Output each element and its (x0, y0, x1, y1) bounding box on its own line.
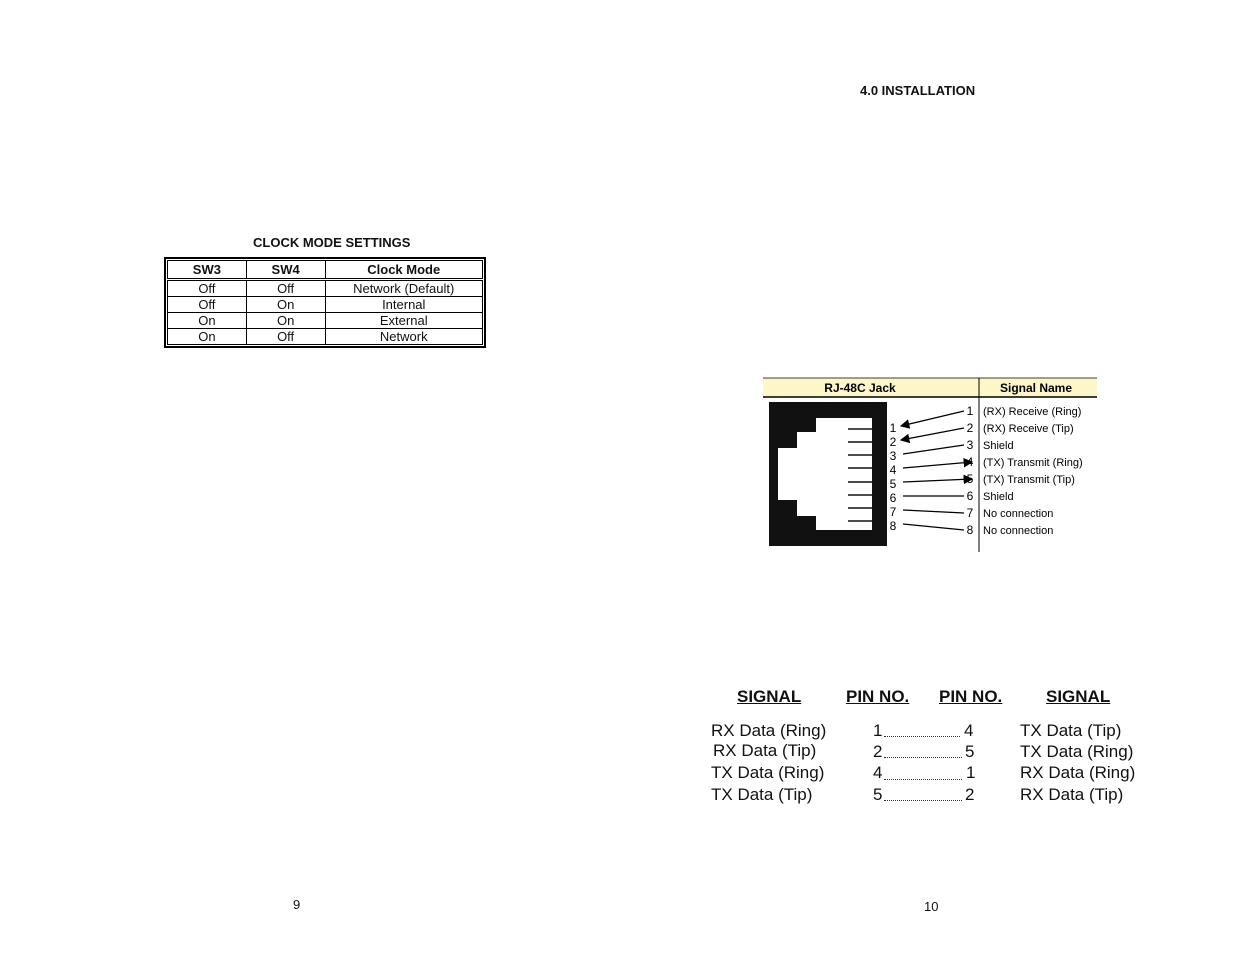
signal-name: (RX) Receive (Ring) (983, 406, 1082, 418)
left-pin: 2 (873, 742, 883, 761)
jack-pin-number: 4 (889, 463, 897, 477)
signal-name: No connection (983, 508, 1054, 520)
left-signal: TX Data (Ring) (711, 763, 825, 782)
right-pin: 5 (965, 742, 975, 761)
right-signal: RX Data (Ring) (1020, 763, 1136, 782)
signal-name-header: Signal Name (999, 381, 1073, 395)
signal-pin-number: 2 (966, 421, 974, 435)
cell-sw3: Off (168, 297, 247, 313)
clock-mode-table-frame (164, 257, 486, 348)
table-row (168, 329, 483, 345)
cell-clock-mode: External (325, 313, 483, 329)
pin-leader-dots (884, 736, 960, 737)
signal-pin-number: 7 (966, 506, 974, 520)
pin-leader-dots (884, 779, 962, 780)
left-signal: RX Data (Tip) (713, 741, 817, 760)
left-signal: RX Data (Ring) (711, 721, 827, 740)
cell-sw4: Off (246, 280, 325, 297)
header-clock-mode: Clock Mode (325, 261, 483, 280)
cell-sw3: Off (168, 280, 247, 297)
right-signal: TX Data (Ring) (1020, 742, 1134, 761)
cell-sw4: Off (246, 329, 325, 345)
left-pin: 1 (873, 721, 883, 740)
signal-pin-number: 6 (966, 489, 974, 503)
right-signal: TX Data (Tip) (1020, 721, 1122, 740)
jack-pin-number: 7 (889, 505, 897, 519)
signal-name: Shield (983, 491, 1014, 503)
header-sw3: SW3 (168, 261, 247, 280)
signal-pin-number: 8 (966, 523, 974, 537)
signal-name: (TX) Transmit (Ring) (983, 457, 1083, 469)
crossover-header-pin-left: PIN NO. (846, 687, 910, 706)
pin-leader-dots (884, 800, 962, 801)
cell-clock-mode: Network (325, 329, 483, 345)
cell-sw3: On (168, 329, 247, 345)
rj48c-pinout-diagram (760, 376, 1100, 556)
table-row (168, 297, 483, 313)
signal-pin-number: 3 (966, 438, 974, 452)
signal-name: (TX) Transmit (Tip) (983, 474, 1075, 486)
clock-mode-title: CLOCK MODE SETTINGS (253, 235, 411, 250)
jack-pin-number: 3 (889, 449, 897, 463)
jack-pin-number: 2 (889, 435, 897, 449)
cell-sw4: On (246, 297, 325, 313)
table-row (168, 313, 483, 329)
signal-name: Shield (983, 440, 1014, 452)
table-header-row (168, 261, 483, 280)
section-header: 4.0 INSTALLATION (860, 83, 976, 98)
right-signal: RX Data (Tip) (1020, 785, 1124, 804)
signal-pin-number: 5 (966, 472, 974, 486)
crossover-header-signal-left: SIGNAL (737, 687, 802, 706)
jack-contacts (848, 429, 872, 521)
signal-name: (RX) Receive (Tip) (983, 423, 1074, 435)
left-pin: 4 (873, 763, 883, 782)
table-row (168, 280, 483, 297)
pin-leader-dots (884, 757, 962, 758)
signal-name: No connection (983, 525, 1054, 537)
crossover-header-pin-right: PIN NO. (939, 687, 1003, 706)
page-number-10: 10 (924, 899, 939, 914)
signal-pin-number: 4 (966, 455, 974, 469)
cell-sw3: On (168, 313, 247, 329)
jack-pin-number: 1 (889, 421, 897, 435)
cell-clock-mode: Network (Default) (325, 280, 483, 297)
jack-pin-number: 6 (889, 491, 897, 505)
clock-mode-table (167, 260, 483, 345)
left-pin: 5 (873, 785, 883, 804)
right-pin: 2 (965, 785, 975, 804)
page-number-9: 9 (293, 897, 301, 912)
left-signal: TX Data (Tip) (711, 785, 813, 804)
right-pin: 4 (964, 721, 974, 740)
jack-pin-number: 5 (889, 477, 897, 491)
signal-pin-number: 1 (966, 404, 974, 418)
cell-sw4: On (246, 313, 325, 329)
jack-pin-number: 8 (889, 519, 897, 533)
crossover-header-signal-right: SIGNAL (1046, 687, 1111, 706)
right-pin: 1 (966, 763, 976, 782)
rj48c-jack-icon (769, 402, 887, 546)
header-sw4: SW4 (246, 261, 325, 280)
cell-clock-mode: Internal (325, 297, 483, 313)
pin-connector-lines (901, 411, 972, 530)
jack-header: RJ-48C Jack (824, 381, 896, 395)
